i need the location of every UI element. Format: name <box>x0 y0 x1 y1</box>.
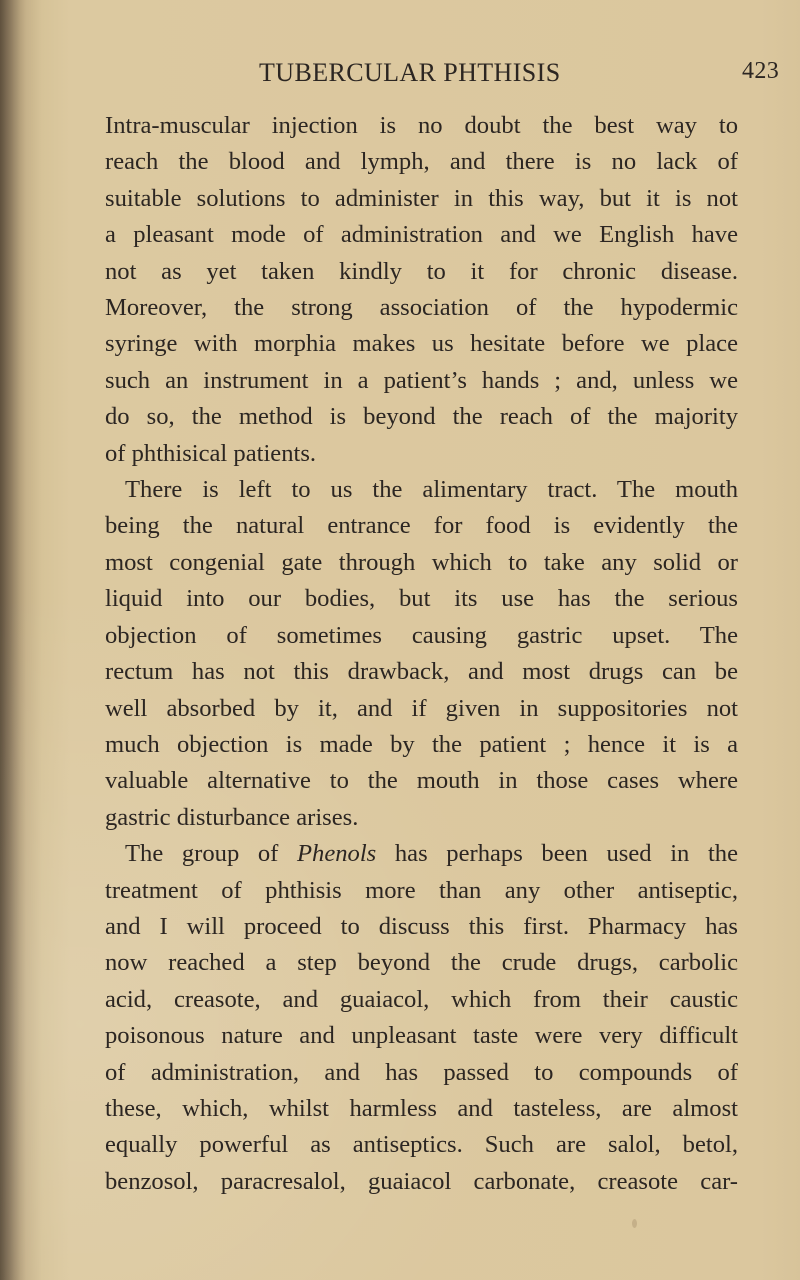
text-line: liquid into our bodies, but its use has the serious <box>105 585 738 613</box>
text-line: rectum has not this drawback, and most drugs can be <box>105 658 738 686</box>
text-line: syringe with morphia makes us hesitate before we place <box>105 330 738 358</box>
text-fragment: has perhaps been used in the <box>376 840 739 868</box>
text-line: not as yet taken kindly to it for chronic disease. <box>105 257 738 285</box>
paper-speck <box>632 1219 637 1228</box>
text-line: Intra-muscular injection is no doubt the best way to <box>105 112 738 139</box>
page-gutter-shadow <box>0 0 26 1280</box>
text-line: treatment of phthisis more than any other antiseptic, <box>105 876 738 904</box>
text-line: and I will proceed to discuss this first. Pharmacy has <box>105 912 738 940</box>
text-line: most congenial gate through which to take any solid or <box>105 548 738 576</box>
text-line: acid, creasote, and guaiacol, which from their caustic <box>105 985 738 1013</box>
text-line: being the natural entrance for food is evidently the <box>105 512 738 540</box>
text-line: Moreover, the strong association of the hypodermic <box>105 294 738 322</box>
text-line: such an instrument in a patient’s hands ; and, unless we <box>105 366 738 394</box>
body-text <box>105 108 738 1200</box>
italic-term-phenols: Phenols <box>297 840 377 868</box>
text-line: a pleasant mode of administration and we English have <box>105 221 738 249</box>
text-line: now reached a step beyond the crude drugs, carbolic <box>105 949 738 977</box>
paragraph-intra-muscular-injection <box>105 108 738 472</box>
paragraph-alimentary-tract <box>105 472 738 836</box>
text-line: well absorbed by it, and if given in suppositories not <box>105 694 738 722</box>
text-line: of administration, and has passed to compounds of <box>105 1058 738 1086</box>
text-line: equally powerful as antiseptics. Such are salol, betol, <box>105 1131 738 1159</box>
text-line: much objection is made by the patient ; hence it is a <box>105 730 738 758</box>
text-line: There is left to us the alimentary tract. The mouth <box>125 476 738 504</box>
running-head <box>259 58 779 92</box>
text-line: of phthisical patients. <box>105 439 317 467</box>
text-line: valuable alternative to the mouth in those cases where <box>105 767 738 795</box>
page-number: 423 <box>742 58 780 84</box>
paragraph-phenols <box>105 836 738 1200</box>
text-fragment: The group of <box>125 840 298 868</box>
text-line: objection of sometimes causing gastric upset. The <box>105 621 738 649</box>
text-line: gastric disturbance arises. <box>105 803 359 831</box>
text-line: benzosol, paracresalol, guaiacol carbonate, creasote car- <box>105 1167 738 1195</box>
text-line: do so, the method is beyond the reach of the majority <box>105 403 738 431</box>
text-line: these, which, whilst harmless and tasteless, are almost <box>105 1094 738 1122</box>
text-line: reach the blood and lymph, and there is no lack of <box>105 148 738 176</box>
running-title: TUBERCULAR PHTHISIS <box>259 58 561 87</box>
text-line: suitable solutions to administer in this way, but it is not <box>105 184 738 212</box>
text-line: poisonous nature and unpleasant taste were very difficult <box>105 1022 738 1050</box>
text-line-phenols <box>105 836 738 872</box>
